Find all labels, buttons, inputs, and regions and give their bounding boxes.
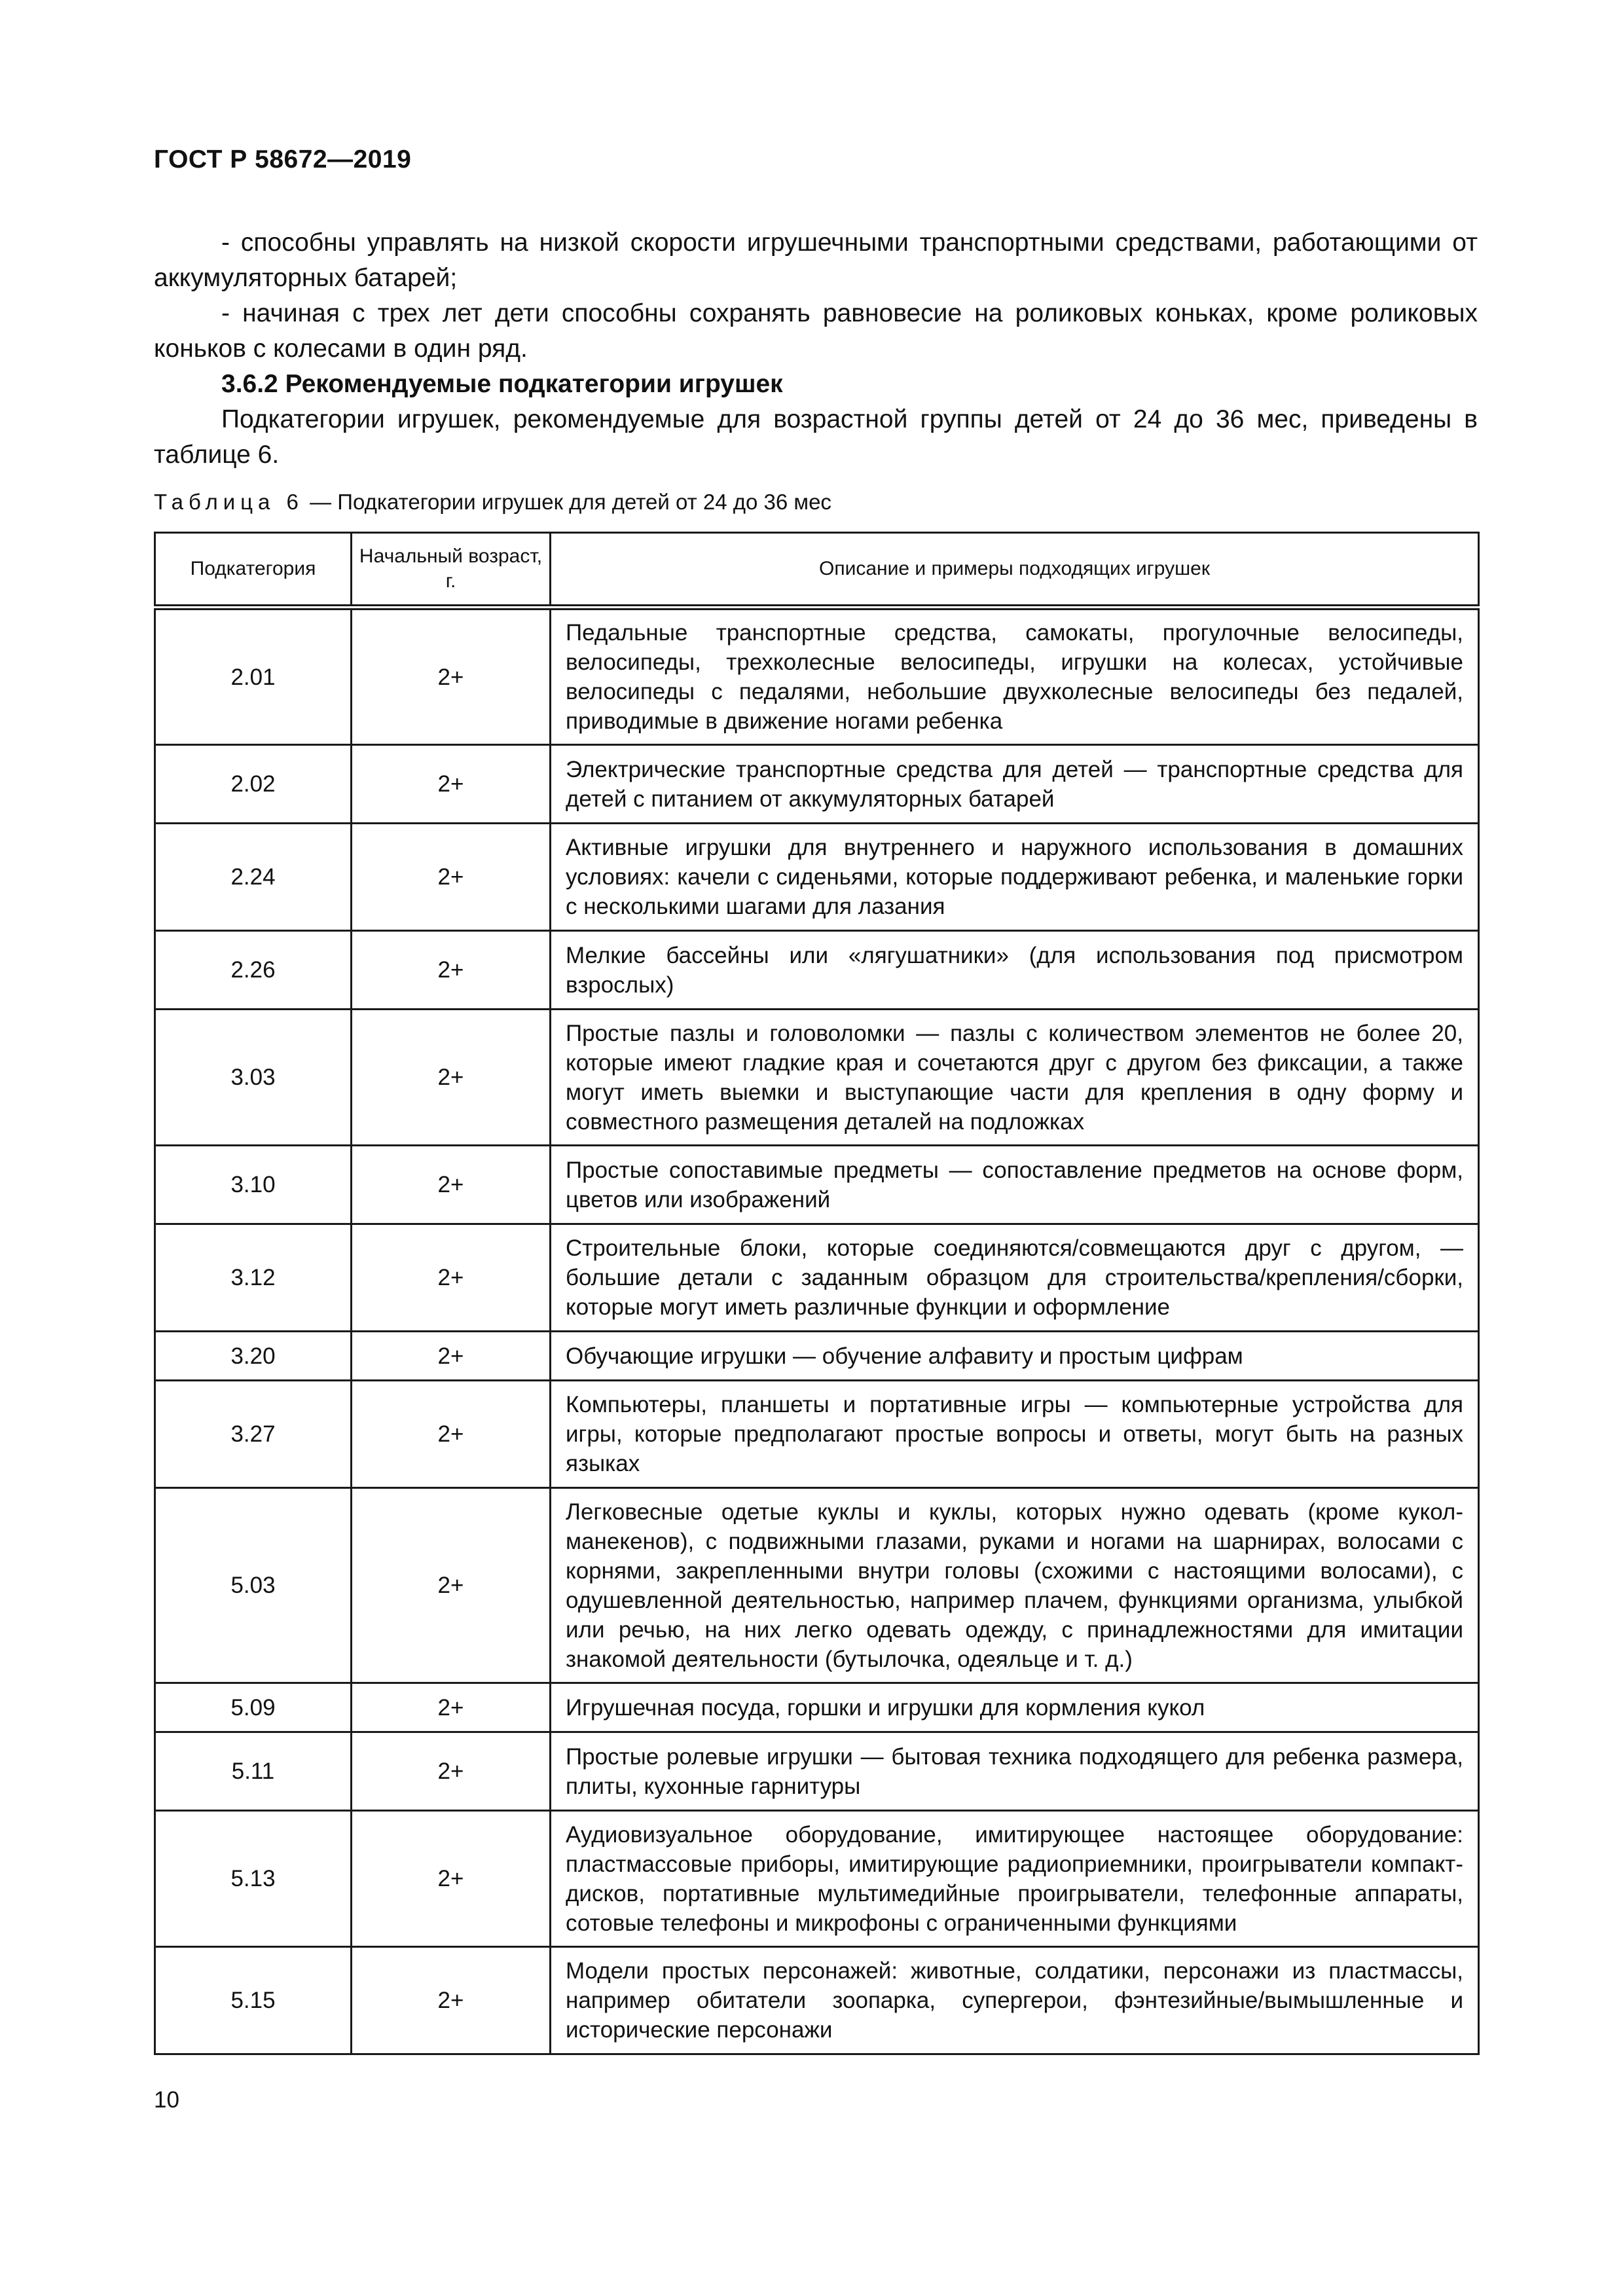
- toy-description: Модели простых персонажей: животные, солдатики, персонажи из пластмассы, например обитатели зоопарка, супергерои, фэнтезийные/вымышленные и исторические персонажи: [551, 1947, 1479, 2054]
- subcategory-code: 3.12: [155, 1224, 352, 1332]
- subcategory-code: 3.03: [155, 1010, 352, 1146]
- subcategory-code: 5.15: [155, 1947, 352, 2054]
- start-age: 2+: [352, 1381, 551, 1488]
- start-age: 2+: [352, 1010, 551, 1146]
- table-row: [155, 1381, 1479, 1488]
- start-age: 2+: [352, 1488, 551, 1683]
- subcategory-code: 5.09: [155, 1683, 352, 1732]
- start-age: 2+: [352, 608, 551, 745]
- subcategory-code: 3.20: [155, 1332, 352, 1381]
- table-row: [155, 1811, 1479, 1947]
- start-age: 2+: [352, 745, 551, 824]
- start-age: 2+: [352, 1811, 551, 1947]
- standard-designation: ГОСТ Р 58672—2019: [154, 145, 412, 173]
- table-row: [155, 608, 1479, 745]
- toy-description: Мелкие бассейны или «лягушатники» (для использования под присмотром взрослых): [551, 931, 1479, 1010]
- toy-description: Обучающие игрушки — обучение алфавиту и простым цифрам: [551, 1332, 1479, 1381]
- subcategory-code: 3.10: [155, 1146, 352, 1224]
- subcategory-code: 3.27: [155, 1381, 352, 1488]
- start-age: 2+: [352, 931, 551, 1010]
- table-row: [155, 1146, 1479, 1224]
- table-caption: [154, 490, 831, 515]
- table-row: [155, 824, 1479, 931]
- start-age: 2+: [352, 1947, 551, 2054]
- paragraph: - способны управлять на низкой скорости игрушечными транспортными средствами, работающими от аккумуляторных батарей;: [154, 228, 1478, 292]
- table-caption-text: — Подкатегории игрушек для детей от 24 до 36 мес: [303, 490, 831, 514]
- subcategory-code: 5.13: [155, 1811, 352, 1947]
- body-text: [154, 225, 1478, 473]
- toy-description: Простые сопоставимые предметы — сопоставление предметов на основе форм, цветов или изображений: [551, 1146, 1479, 1224]
- start-age: 2+: [352, 1732, 551, 1811]
- toy-description: Аудиовизуальное оборудование, имитирующее настоящее оборудование: пластмассовые приборы, имитирующие радиоприемники, проигрыватели компакт-дисков, портативные мультимедийные проигрыватели, телефонные аппараты, сотовые телефоны и микрофоны с ограниченными функциями: [551, 1811, 1479, 1947]
- toy-description: Игрушечная посуда, горшки и игрушки для кормления кукол: [551, 1683, 1479, 1732]
- toy-description: Строительные блоки, которые соединяются/совмещаются друг с другом, — большие детали с заданным образцом для строительства/крепления/сборки, которые могут иметь различные функции и оформление: [551, 1224, 1479, 1332]
- toy-description: Легковесные одетые куклы и куклы, которых нужно одевать (кроме кукол-манекенов), с подвижными глазами, руками и ногами на шарнирах, волосами с корнями, закрепленными внутри головы (схожими с настоящими волосами), с одушевленной деятельностью, например плачем, функциями организма, улыбкой или речью, на них легко одевать одежду, с принадлежностями для имитации знакомой деятельности (бутылочка, одеяльце и т. д.): [551, 1488, 1479, 1683]
- header-start-age: Начальный возраст, г.: [352, 533, 551, 608]
- table-row: [155, 1947, 1479, 2054]
- subcategory-code: 2.01: [155, 608, 352, 745]
- toy-description: Активные игрушки для внутреннего и наружного использования в домашних условиях: качели с сиденьями, которые поддерживают ребенка, и маленькие горки с несколькими шагами для лазания: [551, 824, 1479, 931]
- table-row: [155, 1488, 1479, 1683]
- start-age: 2+: [352, 824, 551, 931]
- start-age: 2+: [352, 1224, 551, 1332]
- subcategory-code: 2.24: [155, 824, 352, 931]
- start-age: 2+: [352, 1146, 551, 1224]
- table-header-row: [155, 533, 1479, 608]
- table-row: [155, 931, 1479, 1010]
- toy-description: Простые пазлы и головоломки — пазлы с количеством элементов не более 20, которые имеют гладкие края и сочетаются друг с другом без фиксации, а также могут иметь выемки и выступающие части для крепления в одну форму и совместного размещения деталей на подложках: [551, 1010, 1479, 1146]
- subcategory-code: 2.26: [155, 931, 352, 1010]
- paragraph: - начиная с трех лет дети способны сохранять равновесие на роликовых коньках, кроме роликовых коньков с колесами в один ряд.: [154, 299, 1478, 363]
- section-heading: 3.6.2 Рекомендуемые подкатегории игрушек: [221, 370, 783, 398]
- subcategory-code: 5.11: [155, 1732, 352, 1811]
- subcategory-table: [154, 532, 1480, 2055]
- header-subcategory: Подкатегория: [155, 533, 352, 608]
- start-age: 2+: [352, 1332, 551, 1381]
- toy-description: Простые ролевые игрушки — бытовая техника подходящего для ребенка размера, плиты, кухонные гарнитуры: [551, 1732, 1479, 1811]
- table-row: [155, 1683, 1479, 1732]
- subcategory-code: 2.02: [155, 745, 352, 824]
- page-number: 10: [154, 2087, 179, 2113]
- table-row: [155, 1224, 1479, 1332]
- table-row: [155, 1010, 1479, 1146]
- table-body: [155, 608, 1479, 2054]
- header-description: Описание и примеры подходящих игрушек: [551, 533, 1479, 608]
- toy-description: Электрические транспортные средства для детей — транспортные средства для детей с питанием от аккумуляторных батарей: [551, 745, 1479, 824]
- toy-description: Педальные транспортные средства, самокаты, прогулочные велосипеды, велосипеды, трехколесные велосипеды, игрушки на колесах, устойчивые велосипеды с педалями, небольшие двухколесные велосипеды без педалей, приводимые в движение ногами ребенка: [551, 608, 1479, 745]
- subcategory-code: 5.03: [155, 1488, 352, 1683]
- table-row: [155, 745, 1479, 824]
- toy-description: Компьютеры, планшеты и портативные игры — компьютерные устройства для игры, которые предполагают простые вопросы и ответы, могут быть на разных языках: [551, 1381, 1479, 1488]
- start-age: 2+: [352, 1683, 551, 1732]
- table-row: [155, 1332, 1479, 1381]
- table-row: [155, 1732, 1479, 1811]
- table-caption-label: Таблица 6: [154, 490, 304, 514]
- intro-paragraph: Подкатегории игрушек, рекомендуемые для возрастной группы детей от 24 до 36 мес, приведены в таблице 6.: [154, 405, 1478, 469]
